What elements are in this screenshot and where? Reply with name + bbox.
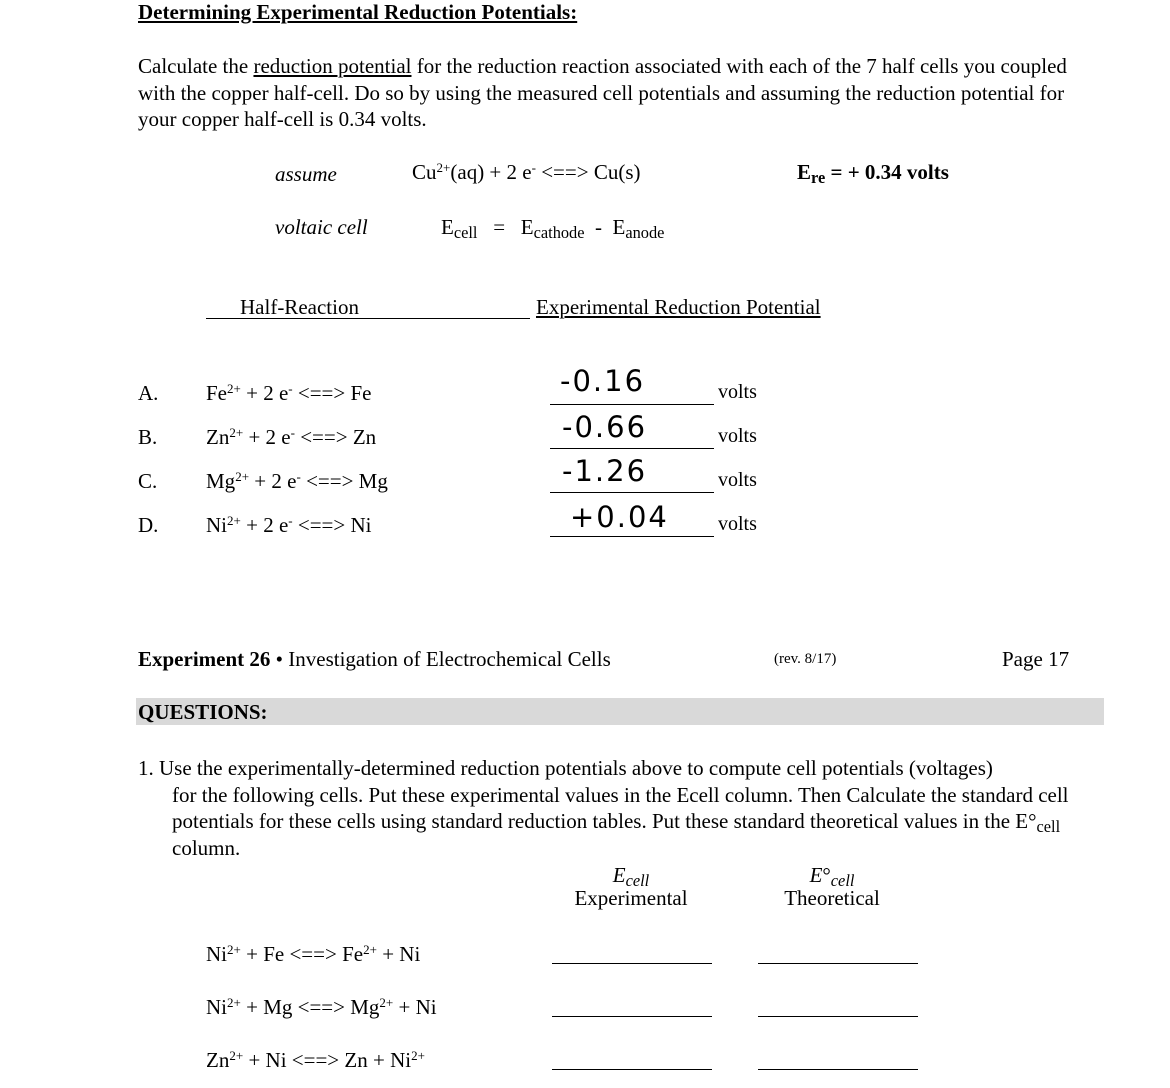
product: <==> Ni: [292, 513, 372, 537]
experimental-label: Experimental: [574, 886, 688, 910]
reaction-end: + Ni: [376, 942, 421, 966]
voltaic-cell-equation: [441, 215, 665, 243]
ecathode-e: E: [520, 215, 534, 239]
theoretical-answer-line[interactable]: [758, 1016, 918, 1017]
product: <==> Fe: [292, 381, 372, 405]
question-text-body: for the following cells. Put these experimental values in the Ecell column. Then Calculate the standard cell potentials for these cells using standard reduction tables. Put these standard theoretical values in the E: [172, 782, 1069, 833]
question-1: [138, 755, 1098, 861]
intro-text-pre: Calculate the: [138, 54, 254, 78]
ion-charge: 2+: [229, 424, 244, 440]
reactant-ion: Ni: [206, 995, 227, 1019]
minus-sign: -: [595, 215, 602, 239]
e-letter: E: [612, 863, 626, 887]
page-number: Page 17: [1002, 647, 1070, 671]
theoretical-answer-line[interactable]: [758, 963, 918, 964]
handwritten-value[interactable]: -0.66: [562, 410, 648, 444]
product: <==> Mg: [300, 469, 388, 493]
handwritten-value[interactable]: -1.26: [562, 454, 648, 488]
reactant-charge: 2+: [227, 941, 241, 957]
e-value: = + 0.34 volts: [830, 160, 949, 184]
reactant-charge: 2+: [229, 1047, 244, 1063]
electron-charge: -: [290, 424, 295, 440]
ion: Fe: [206, 381, 227, 405]
question-text-line1: Use the experimentally-determined reduction potentials above to compute cell potentials (voltages): [159, 756, 993, 780]
electrons: + 2 e: [240, 513, 289, 537]
questions-banner: [136, 698, 1104, 725]
equals-sign: =: [493, 215, 506, 239]
product-charge: 2+: [363, 941, 377, 957]
ecell-standard-symbol: [766, 863, 898, 891]
half-reaction: [206, 425, 376, 450]
reactant-charge: 2+: [227, 994, 241, 1010]
cell-subscript: cell: [1036, 817, 1061, 837]
cell-subscript: cell: [830, 871, 855, 891]
reactant-ion: Ni: [206, 942, 227, 966]
ion: Ni: [206, 513, 227, 537]
product-charge: 2+: [379, 994, 394, 1010]
row-letter: A.: [138, 381, 159, 405]
electrons: + 2 e: [249, 469, 297, 493]
cell-reaction: [206, 942, 420, 967]
answer-line: [550, 448, 714, 449]
e-letter: E: [809, 863, 823, 887]
reactant-ion: Zn: [206, 1048, 230, 1072]
cell-reaction: [206, 1048, 425, 1073]
cu-reaction-mid: (aq) + 2 e: [450, 160, 532, 184]
unit-label: volts: [718, 381, 757, 403]
revision-label: (rev. 8/17): [774, 651, 837, 667]
answer-line: [550, 536, 714, 537]
questions-heading: QUESTIONS:: [138, 700, 268, 724]
intro-paragraph: [138, 53, 1098, 133]
cu-symbol: Cu: [412, 160, 437, 184]
page-title: Determining Experimental Reduction Potentials:: [138, 0, 578, 24]
ion-charge: 2+: [235, 468, 250, 484]
product-charge: 2+: [411, 1047, 425, 1063]
experimental-answer-line[interactable]: [552, 1016, 712, 1017]
reaction-end: + Ni: [393, 995, 437, 1019]
ecell-sub: cell: [453, 223, 478, 243]
voltaic-cell-label: voltaic cell: [275, 215, 368, 239]
copper-reduction-potential: [797, 160, 949, 188]
cu-reaction-right: <==> Cu(s): [535, 160, 641, 184]
half-reaction: [206, 469, 388, 494]
reaction-middle: + Ni <==> Zn + Ni: [243, 1048, 412, 1072]
theoretical-answer-line[interactable]: [758, 1069, 918, 1070]
degree-symbol: °: [822, 863, 831, 887]
ion-charge: 2+: [227, 512, 241, 528]
question-text-rest: [138, 782, 1098, 862]
header-rule: [206, 318, 530, 319]
electron-charge: -: [288, 512, 293, 528]
experiment-footer: [138, 647, 611, 672]
half-reaction: [206, 513, 372, 538]
reaction-middle: + Mg <==> Mg: [240, 995, 380, 1019]
unit-label: volts: [718, 469, 757, 491]
experimental-answer-line[interactable]: [552, 1069, 712, 1070]
answer-line: [550, 492, 714, 493]
ion: Zn: [206, 425, 230, 449]
degree-symbol: °: [1028, 809, 1037, 833]
col-header-potential: Experimental Reduction Potential: [536, 295, 821, 319]
electron-charge: -: [531, 159, 536, 175]
reaction-middle: + Fe <==> Fe: [240, 942, 364, 966]
experimental-answer-line[interactable]: [552, 963, 712, 964]
handwritten-value[interactable]: +0.04: [570, 500, 669, 534]
col-header-half-reaction: Half-Reaction: [240, 295, 359, 319]
bullet: •: [270, 647, 289, 671]
eanode-e: E: [612, 215, 626, 239]
cu-charge: 2+: [436, 159, 451, 175]
electron-charge: -: [288, 380, 293, 396]
e-symbol: E: [797, 160, 812, 184]
row-letter: C.: [138, 469, 158, 493]
ecell-e: E: [441, 215, 454, 239]
cell-subscript: cell: [625, 871, 650, 891]
ion-charge: 2+: [227, 380, 241, 396]
electrons: + 2 e: [240, 381, 289, 405]
theoretical-label: Theoretical: [784, 886, 880, 910]
assume-label: assume: [275, 162, 337, 186]
ion: Mg: [206, 469, 236, 493]
row-letter: B.: [138, 425, 158, 449]
ecell-symbol: [560, 863, 702, 891]
answer-line: [550, 404, 714, 405]
question-number: 1.: [138, 756, 154, 780]
experiment-subtitle: Investigation of Electrochemical Cells: [288, 647, 611, 671]
electrons: + 2 e: [243, 425, 291, 449]
half-reaction: [206, 381, 372, 406]
intro-underlined-term: reduction potential: [253, 54, 412, 78]
question-text-end: column.: [172, 835, 241, 860]
handwritten-value[interactable]: -0.16: [560, 364, 646, 398]
row-letter: D.: [138, 513, 159, 537]
e-subscript: re: [811, 168, 826, 188]
col-header-theoretical: [766, 864, 898, 910]
ecathode-sub: cathode: [533, 223, 585, 243]
unit-label: volts: [718, 425, 757, 447]
experiment-number: Experiment 26: [138, 647, 271, 671]
copper-half-reaction: [412, 160, 641, 185]
electron-charge: -: [296, 468, 301, 484]
col-header-experimental: [560, 864, 702, 910]
unit-label: volts: [718, 513, 757, 535]
intro-text-post: for the reduction reaction associated with each of the 7 half cells you coupled with the copper half-cell. Do so by using the measured cell potentials and assuming the reduction potential for your copper half-cell is 0.34 volts.: [138, 54, 1067, 131]
eanode-sub: anode: [625, 223, 665, 243]
product: <==> Zn: [294, 425, 377, 449]
cell-reaction: [206, 995, 437, 1020]
